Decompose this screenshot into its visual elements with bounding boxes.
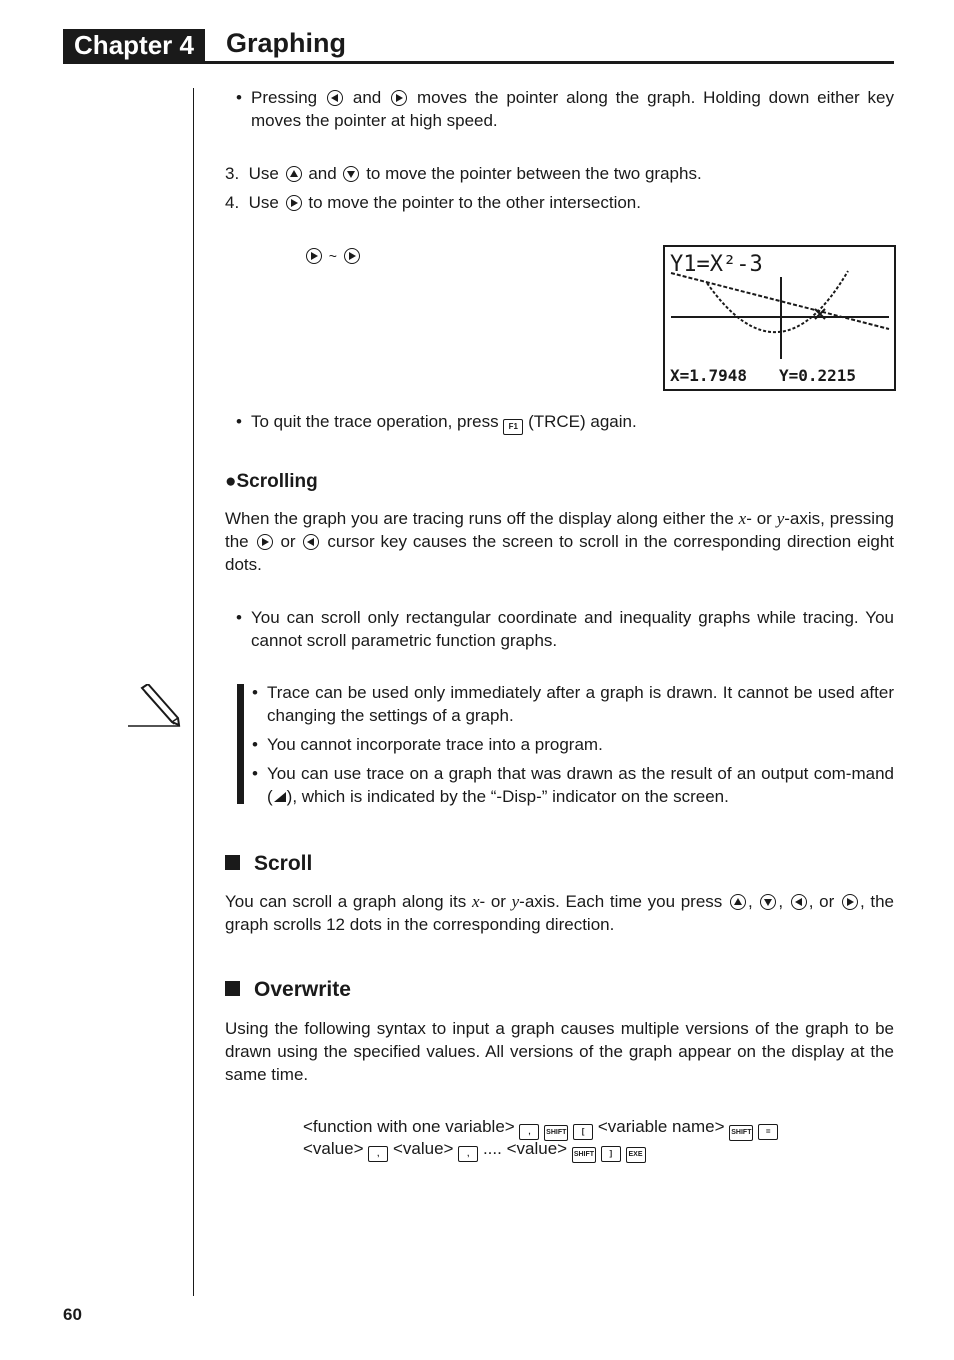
y-variable: y (776, 509, 785, 528)
right-key-icon (306, 248, 322, 264)
right-bracket-key-icon: ] (601, 1146, 621, 1162)
overwrite-heading (225, 977, 351, 1003)
comma-key-icon: , (458, 1146, 478, 1162)
bullet-dot: • (236, 412, 242, 431)
scroll-paragraph (225, 890, 894, 936)
shift-key-icon: SHIFT (729, 1125, 753, 1141)
bullet-text: (TRCE) again. (528, 412, 637, 431)
para-text: - or (746, 509, 772, 528)
bullet-dot: • (252, 735, 258, 754)
y-variable: y (511, 892, 520, 911)
comma-key-icon: , (368, 1146, 388, 1162)
syntax-text: <value> (506, 1139, 568, 1158)
f1-key-icon: F1 (503, 419, 523, 435)
overwrite-paragraph: Using the following syntax to input a graph causes multiple versions of the graph to be drawn using the specified values. All versions of the graph appear on the display at the same time. (225, 1019, 894, 1084)
right-key-icon (257, 534, 273, 550)
x-coordinate-readout: X=1.7948 (670, 366, 748, 385)
margin-divider (193, 88, 194, 1296)
right-key-icon (842, 894, 858, 910)
scroll-heading (225, 851, 312, 877)
note-item (252, 762, 894, 808)
right-key-icon (391, 90, 407, 106)
chapter-label: Chapter 4 (63, 29, 205, 62)
step-text: to move the pointer to the other intersection. (308, 193, 641, 212)
note-text: You cannot incorporate trace into a program. (267, 735, 603, 754)
exe-key-icon: EXE (626, 1147, 646, 1163)
left-key-icon (791, 894, 807, 910)
step-number: 4. (225, 193, 240, 212)
shift-key-icon: SHIFT (544, 1125, 568, 1141)
para-text: , or (808, 892, 835, 911)
right-key-icon (344, 248, 360, 264)
x-variable: x (471, 892, 480, 911)
shift-key-icon: SHIFT (572, 1147, 596, 1163)
down-key-icon (343, 166, 359, 182)
square-bullet-icon (225, 981, 240, 996)
para-text: cursor key causes the screen to scroll in the corresponding direction eight dots. (225, 532, 894, 574)
para-text: - or (479, 892, 506, 911)
right-key-icon (286, 195, 302, 211)
para-text: , (747, 892, 753, 911)
bullet-pressing (236, 86, 894, 132)
step-3 (225, 162, 702, 185)
x-variable: x (738, 509, 747, 528)
bullet-text: You can scroll only rectangular coordinate and inequality graphs while tracing. You cannot scroll parametric function graphs. (251, 608, 894, 650)
note-text: Trace can be used only immediately after a graph is drawn. It cannot be used after changing the settings of a graph. (267, 683, 894, 725)
syntax-line-2 (303, 1138, 646, 1163)
step-text: Use (248, 193, 279, 212)
bullet-text: To quit the trace operation, press (251, 412, 499, 431)
page-number: 60 (63, 1305, 82, 1324)
step-text: to move the pointer between the two graphs. (366, 164, 702, 183)
bullet-scroll-limits (236, 606, 894, 652)
syntax-text: <value> (303, 1139, 364, 1158)
para-text: , the graph scrolls 12 dots in the corresponding direction. (225, 892, 894, 934)
bullet-quit (236, 410, 894, 435)
syntax-text: .... (482, 1139, 502, 1158)
pencil-icon (126, 684, 182, 735)
graph-display (665, 247, 894, 389)
bullet-text: moves the pointer along the graph. Holding down either key moves the pointer at high speed. (251, 88, 894, 130)
bullet-dot: • (236, 608, 242, 627)
function-label: Y1=X²-3 (670, 252, 763, 277)
disp-triangle-icon (273, 791, 287, 803)
para-text: or (280, 532, 296, 551)
scrolling-heading: ●Scrolling (225, 471, 318, 492)
calculator-screen (663, 245, 896, 391)
para-text: -axis. Each time you press (519, 892, 723, 911)
up-key-icon (286, 166, 302, 182)
step-text: Use (248, 164, 279, 183)
note-item (252, 733, 894, 756)
up-key-icon (730, 894, 746, 910)
header-divider (63, 61, 894, 64)
square-bullet-icon (225, 855, 240, 870)
para-text: , (778, 892, 784, 911)
left-key-icon (303, 534, 319, 550)
scrolling-paragraph (225, 507, 894, 576)
para-text: You can scroll a graph along its (225, 892, 467, 911)
syntax-text: <value> (392, 1139, 454, 1158)
para-text: When the graph you are tracing runs off the display along either the (225, 509, 734, 528)
bullet-dot: • (236, 88, 242, 107)
step-text: and (308, 164, 337, 183)
note-bar (237, 684, 244, 804)
down-key-icon (760, 894, 776, 910)
syntax-text: <function with one variable> (303, 1117, 515, 1136)
note-text: You can use trace on a graph that was drawn as the result of an output com-mand ( (267, 764, 894, 806)
syntax-text: <variable name> (597, 1117, 725, 1136)
left-key-icon (327, 90, 343, 106)
equals-key-icon: = (758, 1124, 778, 1140)
bullet-text: and (352, 88, 382, 107)
step-number: 3. (225, 164, 240, 183)
tilde: ~ (328, 248, 337, 264)
left-bracket-key-icon: [ (573, 1124, 593, 1140)
section-title: Overwrite (254, 978, 351, 1001)
bullet-dot: • (252, 764, 258, 783)
para-text: -axis, pressing the (225, 509, 894, 551)
page-title: Graphing (226, 28, 346, 58)
note-item (252, 681, 894, 727)
key-sequence (304, 244, 362, 268)
parabola-curve (707, 271, 848, 332)
bullet-text: Pressing (251, 88, 318, 107)
note-text: ), which is indicated by the “-Disp-” indicator on the screen. (286, 787, 729, 806)
section-title: Scroll (254, 852, 313, 875)
y-coordinate-readout: Y=0.2215 (779, 366, 857, 385)
comma-key-icon: , (519, 1124, 539, 1140)
step-4 (225, 191, 641, 214)
bullet-dot: • (252, 683, 258, 702)
